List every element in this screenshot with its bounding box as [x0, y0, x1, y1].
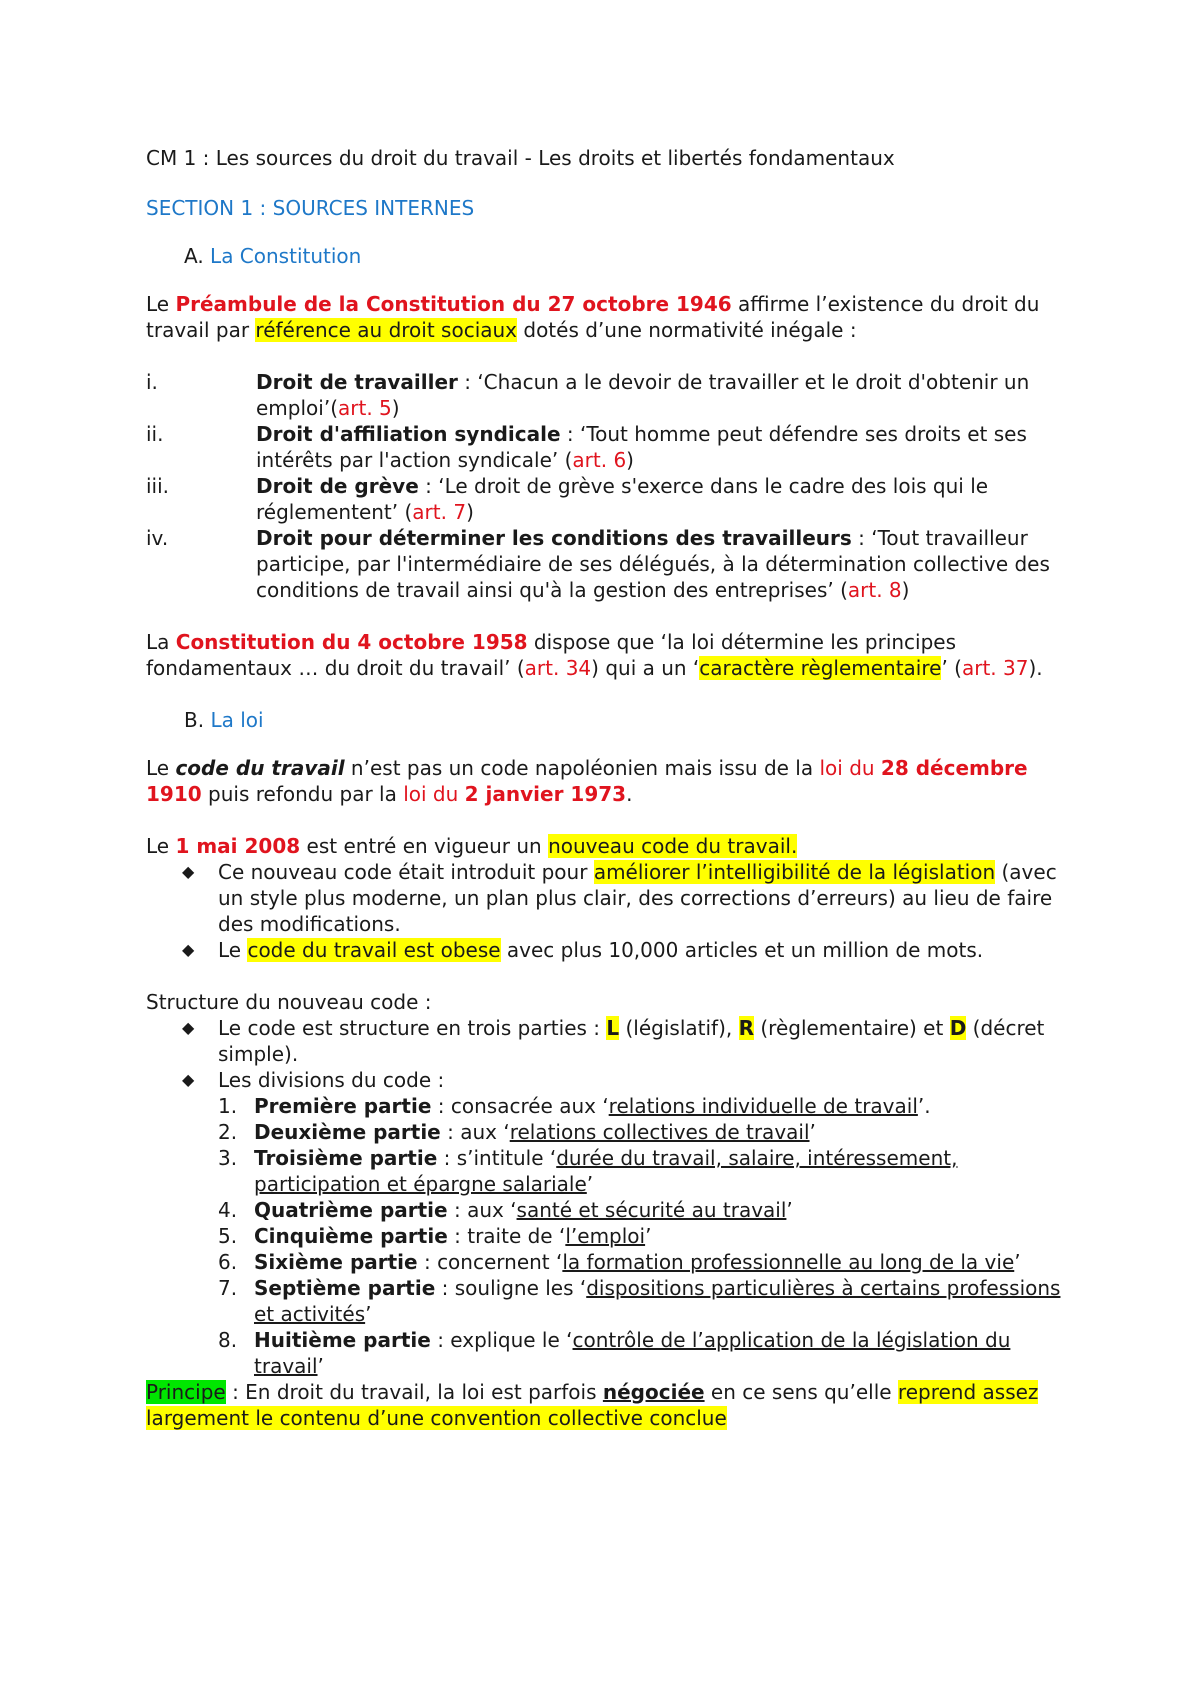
list-item-text [254, 1093, 1066, 1119]
highlighted-text: code du travail est obese [247, 938, 501, 962]
highlighted-text: nouveau code du travail. [548, 834, 798, 858]
text: ’ [317, 1354, 324, 1378]
article-reference: art. 34 [524, 656, 592, 680]
list-item [218, 1197, 1066, 1223]
list-item-text [218, 937, 1066, 963]
list-item [218, 1275, 1066, 1327]
text: (législatif), [619, 1016, 739, 1040]
text: ’. [917, 1094, 931, 1118]
bullet-icon: ◆ [182, 1018, 195, 1037]
structure-bullets [146, 1015, 1066, 1379]
text: : En droit du travail, la loi est parfois [225, 1380, 603, 1404]
list-item [146, 1067, 1066, 1379]
text: ’ [586, 1172, 594, 1196]
article-reference: art. 8 [847, 578, 902, 602]
text: avec plus 10,000 articles et un million de mots. [500, 938, 984, 962]
code-term: code du travail [175, 756, 345, 780]
list-marker: ii. [146, 422, 164, 446]
text: ) [466, 500, 474, 524]
code-parts-list [218, 1093, 1066, 1379]
part-letter: D [949, 1016, 967, 1040]
highlighted-text: caractère règlementaire [699, 656, 942, 680]
list-item [146, 937, 1066, 963]
text: : consacrée aux ‘ [431, 1094, 609, 1118]
list-item [218, 1223, 1066, 1249]
principe-paragraph [146, 1379, 1066, 1431]
law-date: 28 décembre 1910 [146, 756, 1028, 806]
text: affirme l’existence du droit du travail par [146, 292, 1040, 342]
text: : ‘Tout homme peut défendre ses droits et ses intérêts par l'action syndicale’ ( [256, 422, 1027, 472]
right-name: Droit de travailler [256, 370, 458, 394]
part-name: Deuxième partie [254, 1120, 441, 1144]
list-item-text [254, 1275, 1066, 1327]
list-marker: 6. [218, 1250, 238, 1274]
subheading-letter: A. [184, 244, 204, 268]
text: (décret simple). [218, 1016, 1045, 1066]
code-paragraph [146, 755, 1066, 807]
underlined-text: relations individuelle de travail [608, 1094, 918, 1118]
text: : aux ‘ [447, 1198, 517, 1222]
text: ) [391, 396, 400, 420]
list-item [218, 1327, 1066, 1379]
list-item [146, 525, 1066, 603]
text: ’ [809, 1120, 816, 1144]
highlighted-text: améliorer l’intelligibilité de la législation [593, 860, 996, 884]
list-item [146, 473, 1066, 525]
subheading-a [146, 243, 1066, 269]
list-marker: 4. [218, 1198, 238, 1222]
text: Les divisions du code : [218, 1068, 445, 1092]
subheading-b [146, 707, 1066, 733]
underlined-text: dispositions particulières à certains professions et activités [254, 1276, 1061, 1326]
list-item-text [254, 1197, 1066, 1223]
principle-label: Principe [146, 1380, 226, 1404]
text: La [146, 630, 176, 654]
part-name: Quatrième partie [254, 1198, 448, 1222]
text: : aux ‘ [440, 1120, 510, 1144]
text: est entré en vigueur un [300, 834, 549, 858]
article-reference: art. 37 [961, 656, 1029, 680]
text: ’ [365, 1302, 372, 1326]
preambule-reference: Préambule de la Constitution du 27 octobre 1946 [175, 292, 732, 316]
right-name: Droit de grève [256, 474, 419, 498]
text: : ‘Chacun a le devoir de travailler et le droit d'obtenir un emploi’( [256, 370, 1030, 420]
list-item-text [256, 421, 1066, 473]
text: puis refondu par la [201, 782, 404, 806]
list-item-text [256, 525, 1066, 603]
underlined-text: la formation professionnelle au long de la vie [562, 1250, 1015, 1274]
underlined-text: contrôle de l’application de la législation du travail [254, 1328, 1011, 1378]
list-item-text [254, 1119, 1066, 1145]
underlined-text: relations collectives de travail [509, 1120, 810, 1144]
text: ’ [645, 1224, 652, 1248]
bullet-icon: ◆ [182, 862, 195, 881]
text: Le code est structure en trois parties : [218, 1016, 607, 1040]
list-item-text [254, 1249, 1066, 1275]
date-reference: 1 mai 2008 [175, 834, 301, 858]
text: Le [146, 292, 176, 316]
list-item [218, 1093, 1066, 1119]
text: ’ [1014, 1250, 1021, 1274]
list-item-text [218, 859, 1066, 937]
right-name: Droit d'affiliation syndicale [256, 422, 561, 446]
list-marker: i. [146, 370, 158, 394]
list-marker: 3. [218, 1146, 238, 1170]
text: ) [626, 448, 634, 472]
article-reference: art. 5 [338, 396, 392, 420]
text: Le [218, 938, 248, 962]
article-reference: art. 6 [572, 448, 627, 472]
rights-list [146, 369, 1066, 603]
part-name: Septième partie [254, 1276, 436, 1300]
list-item [218, 1145, 1066, 1197]
list-marker: 1. [218, 1094, 238, 1118]
text: . [626, 782, 633, 806]
underlined-text: santé et sécurité au travail [516, 1198, 787, 1222]
text: : ‘Le droit de grève s'exerce dans le cadre des lois qui le réglementent’ ( [256, 474, 989, 524]
text: (avec un style plus moderne, un plan plus clair, des corrections d’erreurs) au lieu de faire des modifications. [218, 860, 1057, 936]
highlighted-text: référence au droit sociaux [255, 318, 518, 342]
part-name: Première partie [254, 1094, 432, 1118]
subheading-letter: B. [184, 708, 205, 732]
new-code-bullets [146, 859, 1066, 963]
bullet-icon: ◆ [182, 940, 195, 959]
text: : traite de ‘ [447, 1224, 566, 1248]
list-item-text [218, 1015, 1066, 1067]
right-name: Droit pour déterminer les conditions des travailleurs [256, 526, 852, 550]
text: ) [901, 578, 910, 602]
list-item-text [218, 1067, 1066, 1379]
part-letter: R [738, 1016, 754, 1040]
list-marker: 2. [218, 1120, 238, 1144]
list-item-text [254, 1145, 1066, 1197]
bullet-icon: ◆ [182, 1070, 195, 1089]
part-name: Troisième partie [254, 1146, 438, 1170]
list-item [146, 1015, 1066, 1067]
list-item [146, 369, 1066, 421]
law-reference: loi du [819, 756, 875, 780]
text: : explique le ‘ [430, 1328, 573, 1352]
constitution-reference: Constitution du 4 octobre 1958 [175, 630, 528, 654]
section-heading: SECTION 1 : SOURCES INTERNES [146, 196, 475, 220]
text: : souligne les ‘ [435, 1276, 587, 1300]
list-marker: 7. [218, 1276, 238, 1300]
list-item-text [256, 369, 1066, 421]
text: Ce nouveau code était introduit pour [218, 860, 594, 884]
text: en ce sens qu’elle [704, 1380, 898, 1404]
part-name: Sixième partie [254, 1250, 418, 1274]
list-item-text [254, 1327, 1066, 1379]
text: dispose que ‘la loi détermine les principes fondamentaux … du droit du travail’ ( [146, 630, 957, 680]
highlighted-text: reprend assez largement le contenu d’une convention collective conclue [146, 1380, 1039, 1430]
underlined-text: l’emploi [565, 1224, 646, 1248]
text: : ‘Tout travailleur participe, par l'intermédiaire de ses délégués, à la détermination collective des conditions de travail ainsi qu'à la gestion des entreprises’ ( [256, 526, 1050, 602]
subheading-title: La loi [210, 708, 264, 732]
text: Le [146, 834, 176, 858]
text: ’ [786, 1198, 793, 1222]
constitution-1958-paragraph [146, 629, 1066, 681]
structure-heading: Structure du nouveau code : [146, 990, 432, 1014]
text: : s’intitule ‘ [437, 1146, 557, 1170]
law-reference: loi du [403, 782, 459, 806]
emphasized-text: négociée [602, 1380, 705, 1404]
list-item [146, 859, 1066, 937]
part-name: Cinquième partie [254, 1224, 448, 1248]
list-marker: iii. [146, 474, 170, 498]
text: n’est pas un code napoléonien mais issu de la [344, 756, 820, 780]
list-item-text [254, 1223, 1066, 1249]
law-date: 2 janvier 1973 [464, 782, 627, 806]
list-marker: 5. [218, 1224, 238, 1248]
part-letter: L [606, 1016, 620, 1040]
text: dotés d’une normativité inégale : [517, 318, 857, 342]
document-title: CM 1 : Les sources du droit du travail - Les droits et libertés fondamentaux [146, 146, 895, 170]
part-name: Huitième partie [254, 1328, 431, 1352]
list-item [146, 421, 1066, 473]
mai-2008-paragraph [146, 833, 1066, 859]
document-body [146, 145, 1066, 1431]
underlined-text: durée du travail, salaire, intéressement, participation et épargne salariale [254, 1146, 958, 1196]
list-item [218, 1249, 1066, 1275]
text: ) qui a un ‘ [591, 656, 700, 680]
article-reference: art. 7 [412, 500, 467, 524]
text: : concernent ‘ [417, 1250, 563, 1274]
text: Le [146, 756, 176, 780]
list-marker: 8. [218, 1328, 238, 1352]
list-marker: iv. [146, 526, 169, 550]
text: (règlementaire) et [754, 1016, 950, 1040]
text: ’ ( [941, 656, 962, 680]
subheading-title: La Constitution [210, 244, 362, 268]
preambule-paragraph [146, 291, 1066, 343]
text: ). [1028, 656, 1043, 680]
list-item [218, 1119, 1066, 1145]
list-item-text [256, 473, 1066, 525]
